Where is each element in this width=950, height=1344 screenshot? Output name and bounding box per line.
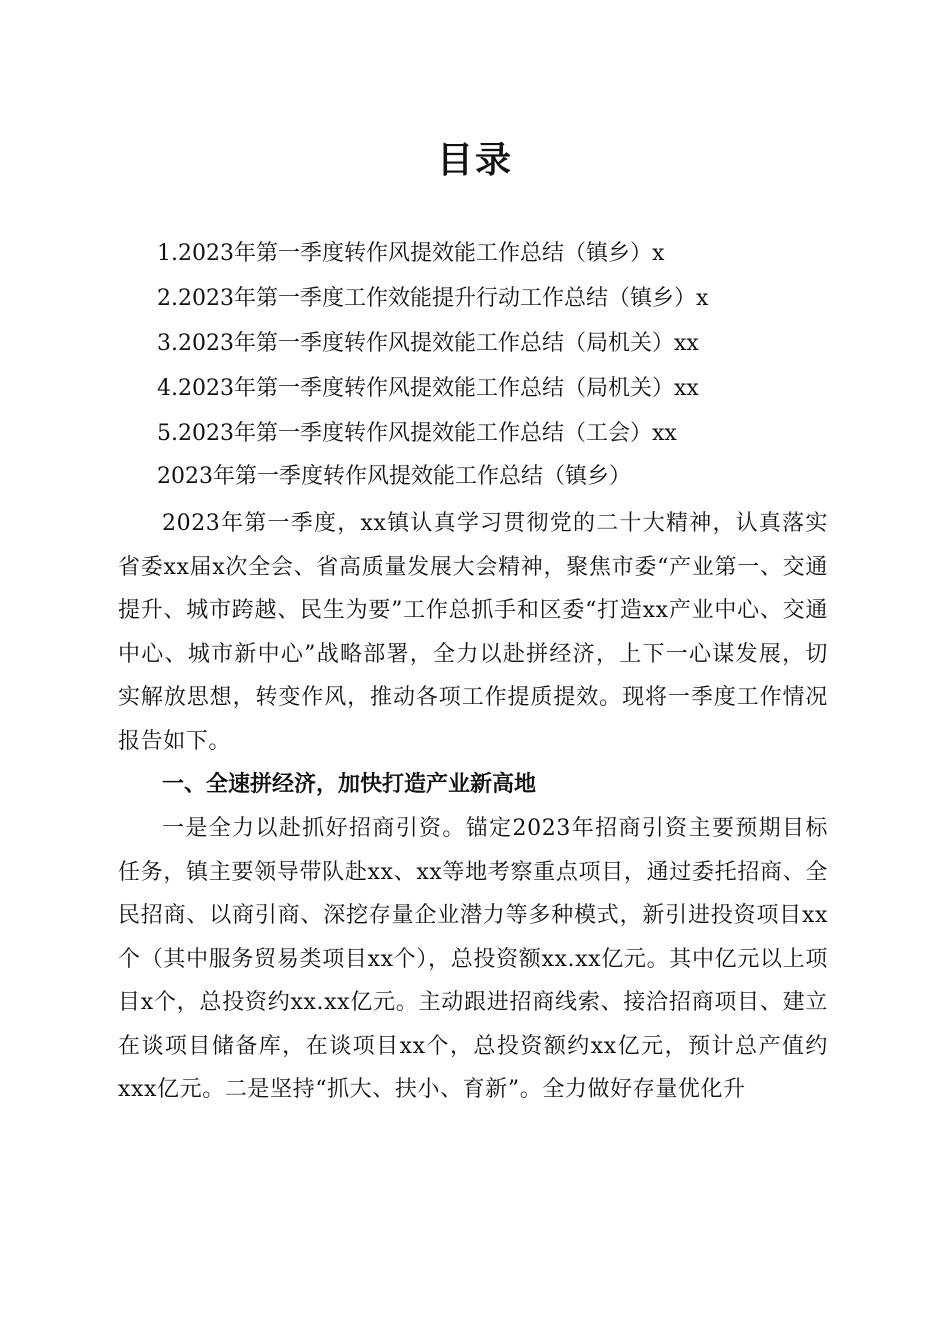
toc-item: 4.2023年第一季度转作风提效能工作总结（局机关）xx: [157, 376, 699, 401]
article-body: [118, 502, 828, 1112]
table-of-contents: [157, 231, 837, 456]
toc-item: 2.2023年第一季度工作效能提升行动工作总结（镇乡）x: [157, 286, 709, 311]
article-title: 2023年第一季度转作风提效能工作总结（镇乡）: [157, 464, 631, 489]
toc-item: 5.2023年第一季度转作风提效能工作总结（工会）xx: [157, 421, 677, 446]
section-heading: 一、全速拼经济，加快打造产业新高地: [162, 772, 537, 797]
toc-item: 3.2023年第一季度转作风提效能工作总结（局机关）xx: [157, 331, 699, 356]
intro-paragraph: 2023年第一季度，xx镇认真学习贯彻党的二十大精神，认真落实省委xx届x次全会、省高质量发展大会精神，聚焦市委“产业第一、交通提升、城市跨越、民生为要”工作总抓手和区委“打造xx产业中心、交通中心、城市新中心”战略部署，全力以赴拼经济，上下一心谋发展，切实解放思想，转变作风，推动各项工作提质提效。现将一季度工作情况报告如下。: [118, 511, 828, 754]
toc-item: 1.2023年第一季度转作风提效能工作总结（镇乡）x: [157, 241, 665, 266]
document-title: 目录: [436, 139, 513, 181]
section-paragraph: 一是全力以赴抓好招商引资。锚定2023年招商引资主要预期目标任务，镇主要领导带队赴xx、xx等地考察重点项目，通过委托招商、全民招商、以商引商、深挖存量企业潜力等多种模式，新引进投资项目xx个（其中服务贸易类项目xx个），总投资额xx.xx亿元。其中亿元以上项目x个，总投资约xx.xx亿元。主动跟进招商线索、接洽招商项目、建立在谈项目储备库，在谈项目xx个，总投资额约xx亿元，预计总产值约xxx亿元。二是坚持“抓大、扶小、育新”。全力做好存量优化升: [118, 816, 828, 1102]
